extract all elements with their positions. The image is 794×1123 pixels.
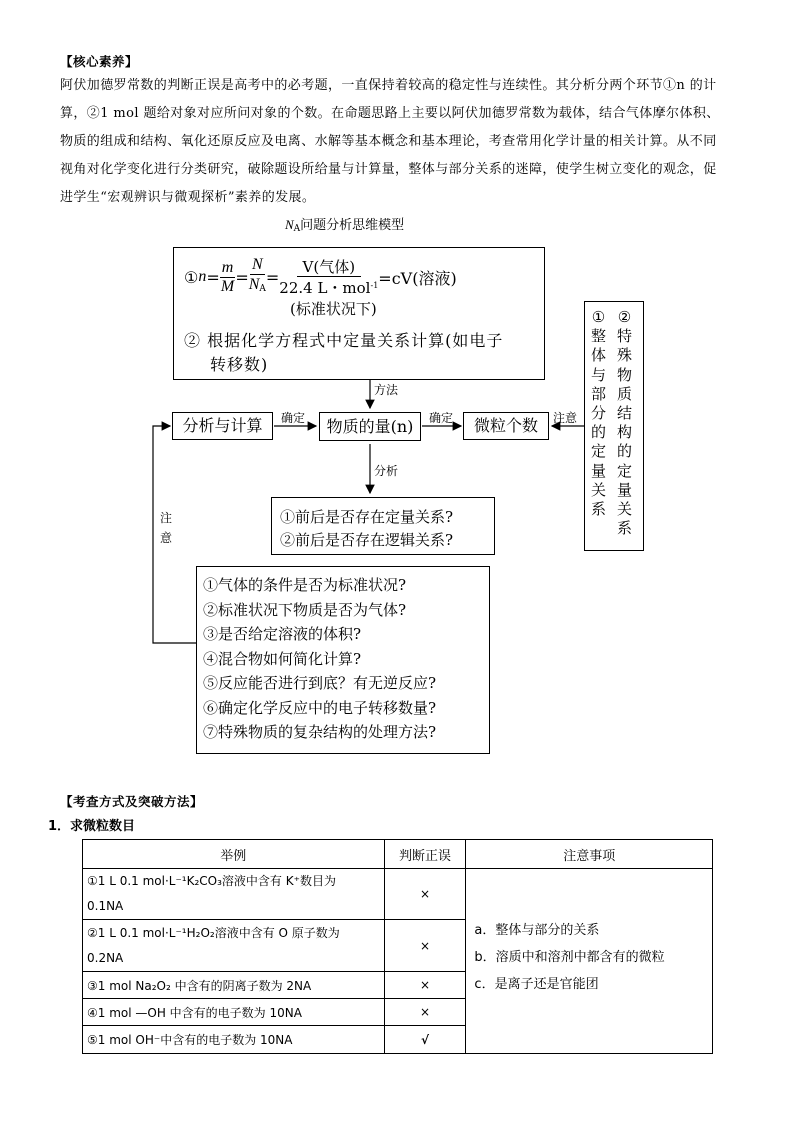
amount-of-substance-box: 物质的量(n)	[319, 412, 421, 441]
exam-subheading: 1．求微粒数目	[48, 819, 136, 834]
logic-relation-box	[271, 497, 495, 555]
exam-methods-heading: 【考查方式及突破方法】	[60, 794, 204, 809]
note-item: ④混合物如何简化计算?	[203, 649, 362, 668]
core-literacy-heading: 【核心素养】	[60, 54, 139, 69]
example-cell: ③1 mol Na₂O₂ 中含有的阴离子数为 2NA	[83, 972, 385, 999]
example-cell: ④1 mol —OH 中含有的电子数为 10NA	[83, 999, 385, 1026]
logic-line: ①前后是否存在定量关系?	[280, 508, 454, 526]
particle-count-table	[82, 839, 713, 1054]
note-line: c．是离子还是官能团	[474, 977, 599, 992]
table-row	[83, 869, 713, 920]
paragraph-line: 进学生“宏观辨识与微观探析”素养的发展。	[60, 190, 316, 205]
note-line: a．整体与部分的关系	[474, 923, 600, 938]
label-confirm-1: 确定	[281, 411, 306, 425]
formula2-line2: 转移数)	[210, 355, 269, 374]
whole-part-column: ① 整 体 与 部 分 的 定 量 关 系	[591, 308, 607, 519]
special-relations-box	[584, 301, 644, 551]
note-item: ①气体的条件是否为标准状况?	[203, 576, 407, 594]
logic-line: ②前后是否存在逻辑关系?	[280, 531, 454, 549]
label-attention-left: 注 意	[160, 511, 173, 545]
col-header: 注意事项	[466, 840, 713, 869]
example-cell: ①1 L 0.1 mol·L⁻¹K₂CO₃溶液中含有 K⁺数目为 0.1NA	[83, 869, 385, 920]
note-item: ⑦特殊物质的复杂结构的处理方法?	[203, 723, 437, 741]
label-confirm-2: 确定	[429, 411, 454, 425]
particle-count-box: 微粒个数	[463, 412, 549, 440]
judgment-cell: ×	[384, 999, 466, 1026]
attention-notes-box	[196, 566, 490, 754]
judgment-cell: ×	[384, 920, 466, 972]
judgment-cell: √	[384, 1026, 466, 1054]
note-item: ⑤反应能否进行到底？有无逆反应?	[203, 674, 437, 692]
example-cell: ②1 L 0.1 mol·L⁻¹H₂O₂溶液中含有 O 原子数为 0.2NA	[83, 920, 385, 972]
judgment-cell: ×	[384, 869, 466, 920]
paragraph-line: 物质的组成和结构、氧化还原反应及电离、水解等基本概念和基本理论，考查常用化学计量的相关计算。从不同	[60, 134, 717, 149]
label-method: 方法	[374, 383, 399, 397]
col-header: 判断正误	[384, 840, 466, 869]
formula2-line1: ② 根据化学方程式中定量关系计算(如电子	[184, 331, 504, 350]
paragraph-line: 阿伏加德罗常数的判断正误是高考中的必考题，一直保持着较高的稳定性与连续性。其分析分两个环节①n 的计	[60, 78, 717, 93]
note-item: ②标准状况下物质是否为气体?	[203, 600, 407, 619]
table-header-row	[83, 840, 713, 869]
label-attention: 注意	[553, 411, 578, 425]
judgment-cell: ×	[384, 972, 466, 999]
diagram-title: $N_A$问题分析思维模型	[285, 217, 405, 234]
paragraph-line: 视角对化学变化进行分类研究，破除题设所给量与计算量，整体与部分关系的迷障，使学生树立变化的观念，促	[60, 162, 717, 177]
notes-cell	[466, 869, 713, 1054]
formula-box	[173, 247, 545, 380]
note-item: ③是否给定溶液的体积?	[203, 625, 362, 643]
paragraph-line: 算，②1 mol 题给对象对应所问对象的个数。在命题思路上主要以阿伏加德罗常数为载体，结合气体摩尔体积、	[60, 106, 720, 121]
formula-condition: (标准状况下)	[290, 300, 377, 318]
note-line: b．溶质中和溶剂中都含有的微粒	[474, 950, 665, 965]
analysis-calc-box: 分析与计算	[172, 412, 273, 440]
example-cell: ⑤1 mol OH⁻中含有的电子数为 10NA	[83, 1026, 385, 1054]
special-structure-column: ② 特 殊 物 质 结 构 的 定 量 关 系	[617, 308, 633, 538]
note-item: ⑥确定化学反应中的电子转移数量?	[203, 698, 437, 717]
col-header: 举例	[83, 840, 385, 869]
label-analyze: 分析	[374, 464, 399, 478]
mole-formula: ① n = $\frac{m}{M}$ = $\frac{N}{N_A}$ = $\frac{\text{V(气体)}}{22.4 L・mol^{-1}}$ =cV(溶液)	[184, 256, 457, 297]
